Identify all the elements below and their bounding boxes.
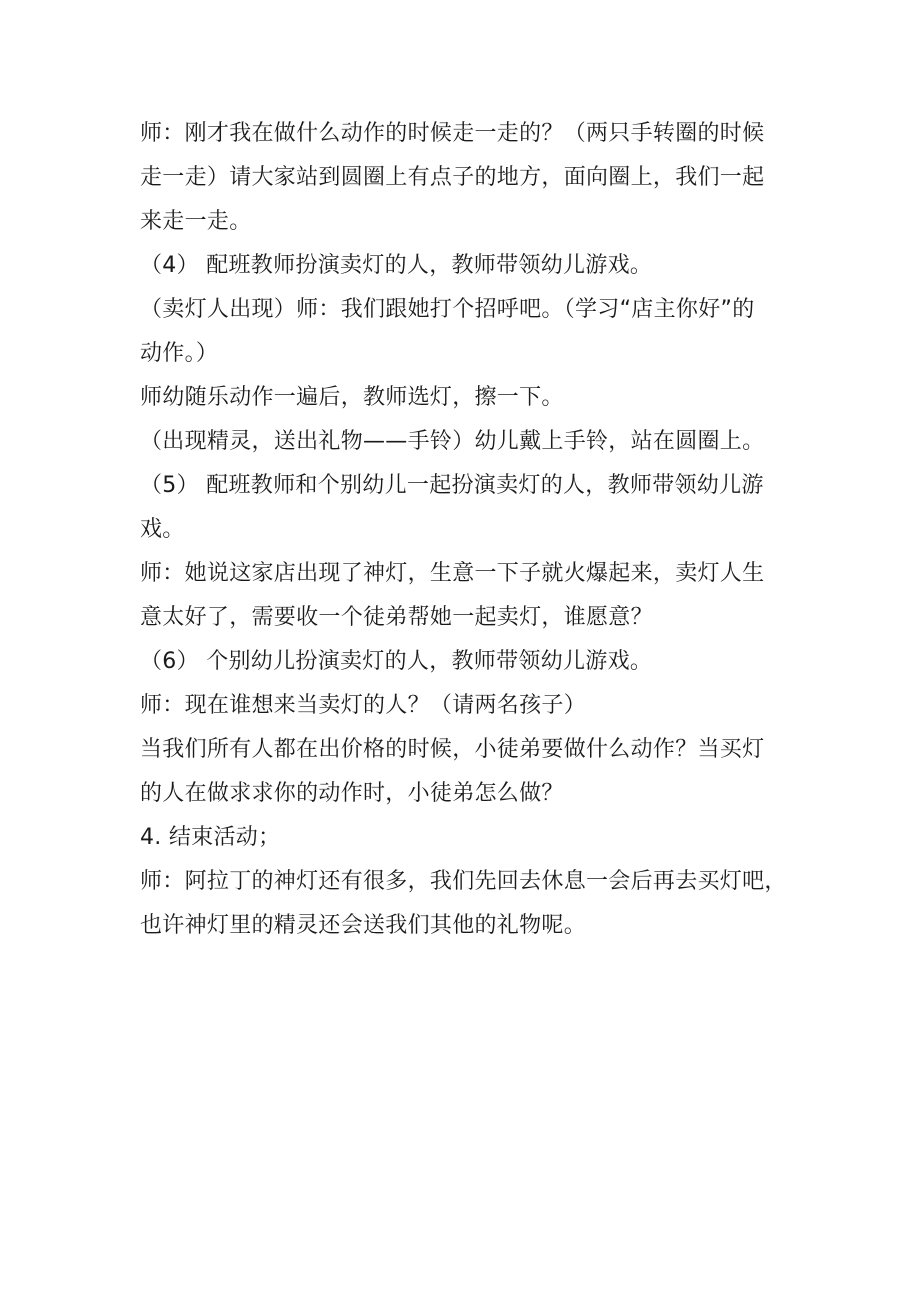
text-line: 师：阿拉丁的神灯还有很多，我们先回去休息一会后再去买灯吧，: [140, 869, 787, 894]
text-line: （出现精灵，送出礼物——手铃）幼儿戴上手铃，站在圆圈上。: [140, 429, 765, 454]
paragraph-step-6: [140, 640, 800, 684]
text-line: （6） 个别幼儿扮演卖灯的人，教师带领幼儿游戏。: [140, 649, 653, 674]
text-line: 的人在做求求你的动作时，小徒弟怎么做？: [140, 781, 564, 806]
paragraph-end-activity: [140, 816, 800, 860]
paragraph-seller-appears: [140, 288, 800, 376]
text-line: （5） 配班教师和个别幼儿一起扮演卖灯的人，教师带领幼儿游: [140, 473, 764, 498]
text-line: 走一走）请大家站到圆圈上有点子的地方，面向圈上，我们一起: [140, 165, 765, 190]
text-line: （4） 配班教师扮演卖灯的人，教师带领幼儿游戏。: [140, 253, 653, 278]
text-line: 师：她说这家店出现了神灯，生意一下子就火爆起来，卖灯人生: [140, 561, 765, 586]
text-line: 意太好了，需要收一个徒弟帮她一起卖灯，谁愿意？: [140, 605, 653, 630]
text-line: 来走一走。: [140, 209, 252, 234]
text-line: 当我们所有人都在出价格的时候，小徒弟要做什么动作？当买灯: [140, 737, 765, 762]
text-line: 也许神灯里的精灵还会送我们其他的礼物呢。: [140, 913, 587, 938]
paragraph-step-5: [140, 464, 800, 552]
text-line: 师：现在谁想来当卖灯的人？（请两名孩子）: [140, 693, 587, 718]
paragraph-apprentice-actions: [140, 728, 800, 816]
document-body: [140, 112, 800, 948]
paragraph-teacher-closing: [140, 860, 800, 948]
paragraph-choose-lamp: [140, 376, 800, 420]
section-heading: 4. 结束活动；: [140, 825, 281, 850]
paragraph-teacher-apprentice: [140, 552, 800, 640]
text-line: 师：刚才我在做什么动作的时候走一走的？（两只手转圈的时候: [140, 121, 765, 146]
paragraph-genie-gift: [140, 420, 800, 464]
text-line: 动作。）: [140, 341, 219, 366]
text-line: （卖灯人出现）师：我们跟她打个招呼吧。（学习“店主你好”的: [140, 297, 755, 322]
paragraph-teacher-who-seller: [140, 684, 800, 728]
paragraph-teacher-question-walk: [140, 112, 800, 244]
text-line: 戏。: [140, 517, 185, 542]
paragraph-step-4: [140, 244, 800, 288]
text-line: 师幼随乐动作一遍后，教师选灯，擦一下。: [140, 385, 564, 410]
